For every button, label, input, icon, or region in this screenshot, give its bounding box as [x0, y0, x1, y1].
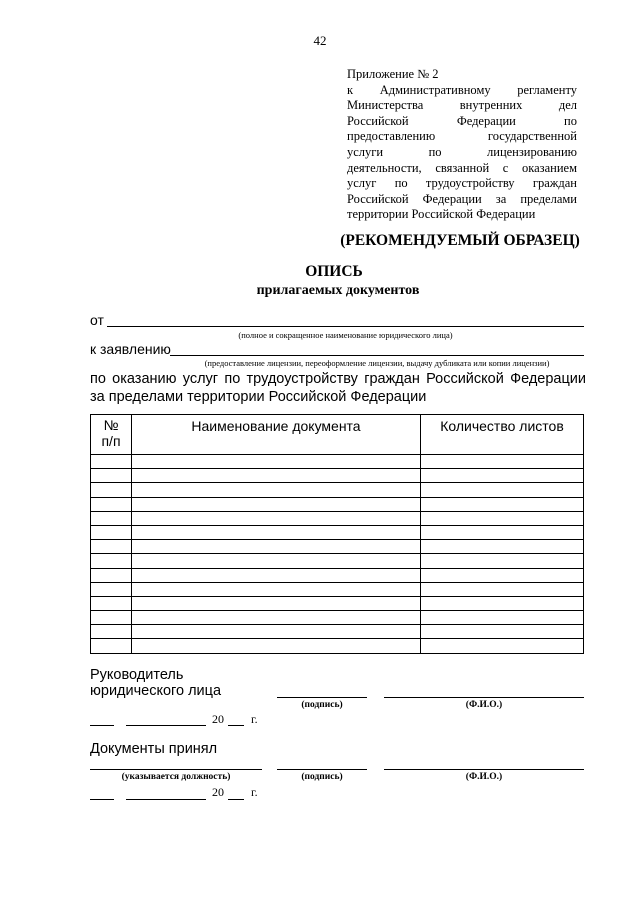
table-row — [91, 483, 584, 497]
cell-sheet-count[interactable] — [421, 625, 584, 639]
appendix-line: Российской Федерации по — [347, 113, 577, 128]
table-header-row — [91, 415, 584, 455]
cell-document-name[interactable] — [132, 596, 421, 610]
from-field-line[interactable] — [107, 326, 584, 327]
cell-document-name[interactable] — [132, 511, 421, 525]
table-row — [91, 582, 584, 596]
document-title — [0, 263, 640, 281]
purpose-text: по оказанию услуг по трудоустройству граждан Российской Федерации за пределами территории Российской Федерации — [90, 371, 586, 405]
cell-sheet-count[interactable] — [421, 469, 584, 483]
cell-number[interactable] — [91, 554, 132, 568]
appendix-reference — [347, 67, 577, 223]
cell-document-name[interactable] — [132, 497, 421, 511]
col-name-header: Наименование документа — [132, 415, 421, 455]
document-title-text: ОПИСЬ — [305, 263, 363, 280]
cell-sheet-count[interactable] — [421, 554, 584, 568]
cell-sheet-count[interactable] — [421, 511, 584, 525]
accepted-label: Документы принял — [90, 741, 218, 757]
appendix-line: Министерства внутренних дел — [347, 98, 577, 113]
cell-number[interactable] — [91, 497, 132, 511]
cell-document-name[interactable] — [132, 483, 421, 497]
head-signature-line[interactable] — [277, 697, 367, 698]
cell-number[interactable] — [91, 469, 132, 483]
accepted-name-caption: (Ф.И.О.) — [465, 772, 503, 782]
head-role-line2: юридического лица — [90, 683, 222, 699]
cell-sheet-count[interactable] — [421, 582, 584, 596]
head-date-year-suffix: г. — [251, 712, 258, 726]
table-row — [91, 525, 584, 539]
cell-document-name[interactable] — [132, 540, 421, 554]
head-date-month-line[interactable] — [126, 725, 206, 726]
documents-table — [90, 414, 584, 654]
cell-document-name[interactable] — [132, 469, 421, 483]
application-caption: (предоставление лицензии, переоформление лицензии, выдачу дубликата или копии лицензии) — [204, 358, 550, 368]
cell-sheet-count[interactable] — [421, 483, 584, 497]
table-row — [91, 596, 584, 610]
appendix-line: услуги по лицензированию — [347, 144, 577, 159]
cell-document-name[interactable] — [132, 582, 421, 596]
col-number-header — [91, 415, 132, 455]
table-row — [91, 540, 584, 554]
from-caption: (полное и сокращенное наименование юридического лица) — [238, 330, 453, 340]
accepted-date-year-line[interactable] — [228, 799, 244, 800]
accepted-position-caption: (указывается должность) — [121, 772, 231, 782]
cell-document-name[interactable] — [132, 554, 421, 568]
cell-sheet-count[interactable] — [421, 540, 584, 554]
cell-sheet-count[interactable] — [421, 455, 584, 469]
table-row — [91, 625, 584, 639]
cell-document-name[interactable] — [132, 455, 421, 469]
table-row — [91, 554, 584, 568]
head-role-line1: Руководитель — [90, 667, 184, 683]
cell-sheet-count[interactable] — [421, 497, 584, 511]
accepted-signature-line[interactable] — [277, 769, 367, 770]
table-body — [91, 455, 584, 654]
cell-number[interactable] — [91, 511, 132, 525]
cell-sheet-count[interactable] — [421, 611, 584, 625]
from-label: от — [90, 312, 104, 328]
appendix-line: Приложение № 2 — [347, 67, 439, 81]
accepted-date-year-suffix: г. — [251, 785, 258, 799]
sample-label-text: (РЕКОМЕНДУЕМЫЙ ОБРАЗЕЦ) — [340, 232, 580, 249]
cell-number[interactable] — [91, 568, 132, 582]
head-date-year-prefix: 20 — [212, 712, 224, 726]
cell-sheet-count[interactable] — [421, 525, 584, 539]
cell-number[interactable] — [91, 611, 132, 625]
cell-number[interactable] — [91, 483, 132, 497]
cell-sheet-count[interactable] — [421, 596, 584, 610]
cell-number[interactable] — [91, 625, 132, 639]
appendix-line: к Административному регламенту — [347, 82, 577, 97]
appendix-line: деятельности, связанной с оказанием — [347, 160, 577, 175]
table-row — [91, 611, 584, 625]
table-row — [91, 469, 584, 483]
head-name-caption: (Ф.И.О.) — [465, 700, 503, 710]
application-field-line[interactable] — [170, 355, 584, 356]
accepted-signature-caption: (подпись) — [301, 772, 343, 782]
col-sheets-header: Количество листов — [421, 415, 584, 455]
col-number-line1: № — [103, 417, 119, 433]
cell-document-name[interactable] — [132, 611, 421, 625]
cell-number[interactable] — [91, 596, 132, 610]
head-date-day-line[interactable] — [90, 725, 114, 726]
cell-number[interactable] — [91, 525, 132, 539]
cell-document-name[interactable] — [132, 525, 421, 539]
head-signature-caption: (подпись) — [301, 700, 343, 710]
accepted-position-line[interactable] — [90, 769, 262, 770]
head-name-line[interactable] — [384, 697, 584, 698]
accepted-date-year-prefix: 20 — [212, 785, 224, 799]
cell-number[interactable] — [91, 639, 132, 653]
cell-number[interactable] — [91, 582, 132, 596]
table-row — [91, 497, 584, 511]
accepted-date-day-line[interactable] — [90, 799, 114, 800]
col-number-line2: п/п — [101, 433, 121, 449]
document-subtitle — [0, 283, 640, 299]
cell-number[interactable] — [91, 455, 132, 469]
appendix-line: услуг по трудоустройству граждан — [347, 176, 577, 191]
sample-label — [0, 232, 640, 250]
head-date-year-line[interactable] — [228, 725, 244, 726]
cell-document-name[interactable] — [132, 625, 421, 639]
application-label: к заявлению — [90, 341, 171, 357]
document-subtitle-text: прилагаемых документов — [256, 283, 420, 298]
cell-sheet-count[interactable] — [421, 639, 584, 653]
table-row — [91, 568, 584, 582]
table-row — [91, 639, 584, 653]
appendix-line: территории Российской Федерации — [347, 207, 536, 222]
table-row — [91, 455, 584, 469]
appendix-line: Российской Федерации за пределами — [347, 191, 577, 206]
page-number: 42 — [313, 33, 327, 48]
cell-document-name[interactable] — [132, 568, 421, 582]
cell-sheet-count[interactable] — [421, 568, 584, 582]
table-row — [91, 511, 584, 525]
appendix-line: предоставлению государственной — [347, 129, 577, 144]
accepted-date-month-line[interactable] — [126, 799, 206, 800]
cell-number[interactable] — [91, 540, 132, 554]
accepted-name-line[interactable] — [384, 769, 584, 770]
cell-document-name[interactable] — [132, 639, 421, 653]
